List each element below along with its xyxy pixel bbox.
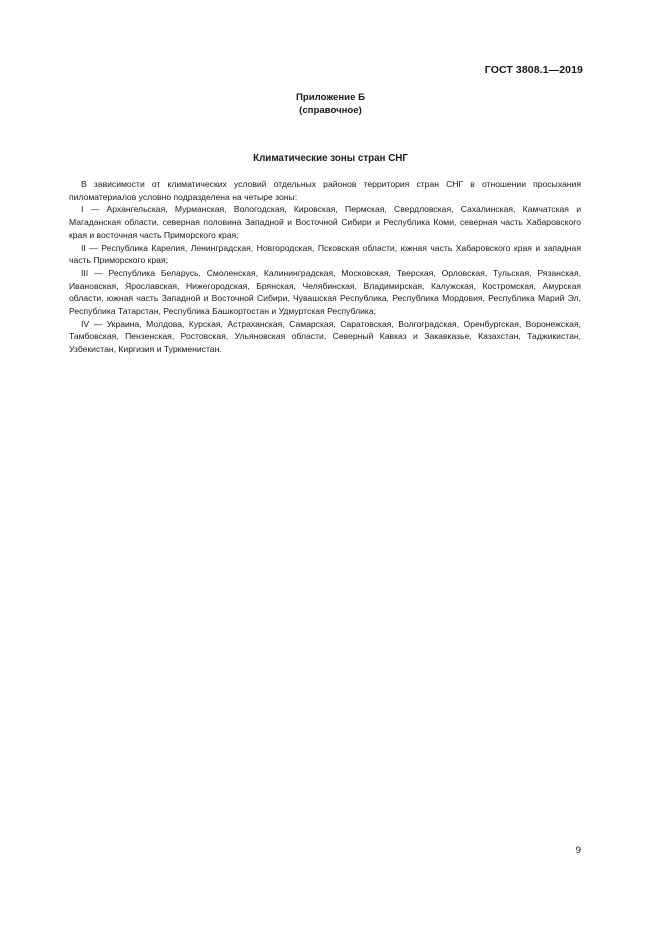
paragraph-zone-4: IV — Украина, Молдова, Курская, Астраханская, Самарская, Саратовская, Волгоградская, Оренбургская, Воронежская, Тамбовская, Пензенская, Ростовская, Ульяновская области, Северный Кавказ и Закавказье, Казахстан, Таджикистан, Узбекистан, Киргизия и Туркменистан. [69,318,581,355]
appendix-title: Приложение Б [296,92,365,103]
page-number: 9 [575,845,581,856]
paragraph-zone-1: I — Архангельская, Мурманская, Вологодская, Кировская, Пермская, Свердловская, Сахалинская, Камчатская и Магаданская области, северная половина Западной и Восточной Сибири и Республика Коми, северная часть Хабаровского края и восточная часть Приморского края; [69,204,581,240]
paragraph-zone-2: II — Республика Карелия, Ленинградская, Новгородская, Псковская области, южная часть Хабаровского края и западная часть Приморского края; [69,242,581,266]
paragraph-zone-3: III — Республика Беларусь, Смоленская, Калининградская, Московская, Тверская, Орловская, Тульская, Рязанская, Ивановская, Ярославская, Нижегородская, Брянская, Челябинская, Владимирская, Калужская, Костромская, Амурская области, южная часть Западной и Восточной Сибири, Чувашская Республика, Республика Мордовия, Республика Марий Эл, Республика Татарстан, Республика Башкортостан и Удмуртская Республика; [69,267,581,317]
section-title: Климатические зоны стран СНГ [253,153,408,164]
appendix-heading [0,92,661,117]
paragraph-intro: В зависимости от климатических условий отдельных районов территория стран СНГ в отношении просыхания пиломатериалов условно подразделена на четыре зоны: [69,179,581,202]
document-code: ГОСТ 3808.1—2019 [484,64,583,76]
body-text [69,178,581,356]
appendix-subtitle: (справочное) [299,104,362,116]
